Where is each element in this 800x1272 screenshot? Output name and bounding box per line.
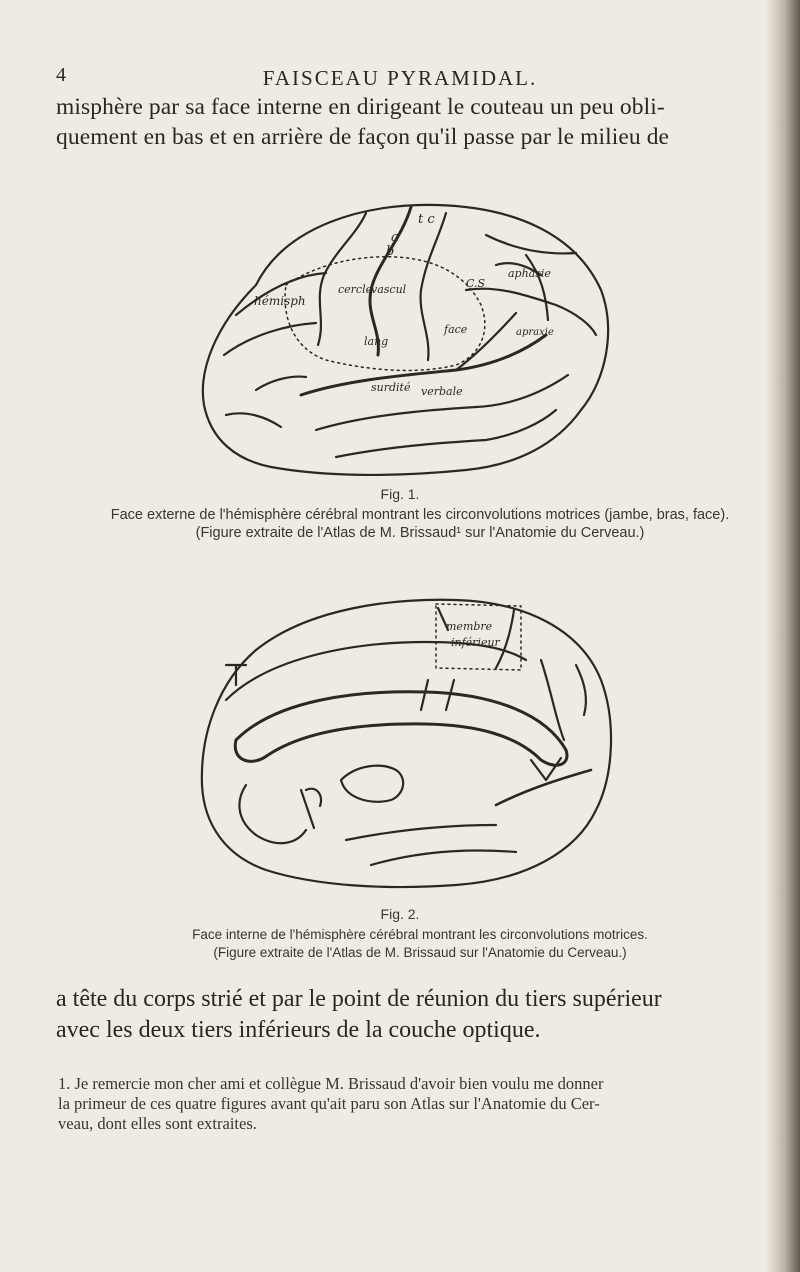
- figure2-caption: [40, 926, 800, 962]
- figure1-caption: [40, 506, 800, 542]
- text-line: a tête du corps strié et par le point de réunion du tiers supérieur: [56, 986, 662, 1012]
- label-a: a: [391, 230, 399, 245]
- footnote-line: 1. Je remercie mon cher ami et collègue M. Brissaud d'avoir bien voulu me donner: [58, 1074, 604, 1093]
- postcentral-sulcus: [421, 213, 446, 360]
- label-verbale: verbale: [421, 385, 463, 398]
- caption-line: Face externe de l'hémisphère cérébral montrant les circonvolutions motrices (jambe, bras, face).: [110, 507, 730, 523]
- corpus-callosum: [235, 692, 567, 765]
- intro-paragraph: [56, 92, 796, 152]
- label-face: face: [444, 323, 468, 336]
- brain-lateral-figure: [196, 195, 616, 480]
- precentral-sulcus: [318, 213, 366, 345]
- caption-line: (Figure extraite de l'Atlas de M. Brissaud¹ sur l'Anatomie du Cerveau.): [195, 525, 645, 541]
- running-title: FAISCEAU PYRAMIDAL.: [262, 66, 538, 90]
- label-surdite: surdité: [371, 381, 411, 394]
- label-inferieur: inférieur: [451, 636, 500, 649]
- label-apraxie: apraxie: [516, 327, 554, 338]
- brain-medial-figure: [196, 590, 616, 890]
- inferior-frontal-sulcus: [224, 323, 316, 355]
- caption-line: Face interne de l'hémisphère cérébral montrant les circonvolutions motrices.: [192, 927, 648, 942]
- hemisphere-outline: [203, 205, 608, 475]
- page-number: 4: [56, 64, 66, 86]
- label-cercle: cercle: [338, 283, 373, 296]
- caption-line: (Figure extraite de l'Atlas de M. Brissaud sur l'Anatomie du Cerveau.): [213, 945, 627, 960]
- figure2-label: Fig. 2.: [380, 906, 420, 922]
- label-b: b: [386, 244, 395, 259]
- label-lang: lang: [364, 335, 389, 348]
- body-paragraph: [56, 984, 796, 1046]
- footnote: [58, 1074, 788, 1134]
- label-tc: t c: [418, 212, 435, 227]
- footnote-line: veau, dont elles sont extraites.: [58, 1114, 257, 1133]
- footnote-line: la primeur de ces quatre figures avant qu'ait paru son Atlas sur l'Anatomie du Cer-: [58, 1094, 600, 1113]
- label-aphasie: aphasie: [508, 267, 551, 280]
- label-vascul: vascul: [371, 283, 407, 296]
- text-line: misphère par sa face interne en dirigeant le couteau un peu obli-: [56, 94, 665, 120]
- parieto-occipital-fissure: [541, 660, 564, 740]
- text-line: avec les deux tiers inférieurs de la couche optique.: [56, 1017, 541, 1043]
- label-membre: membre: [446, 620, 493, 633]
- text-line: quement en bas et en arrière de façon qu'il passe par le milieu de: [56, 124, 670, 150]
- label-cs: C.S: [466, 277, 486, 290]
- figure1-label: Fig. 1.: [380, 486, 420, 502]
- label-hemisphere: hémisph: [254, 294, 306, 308]
